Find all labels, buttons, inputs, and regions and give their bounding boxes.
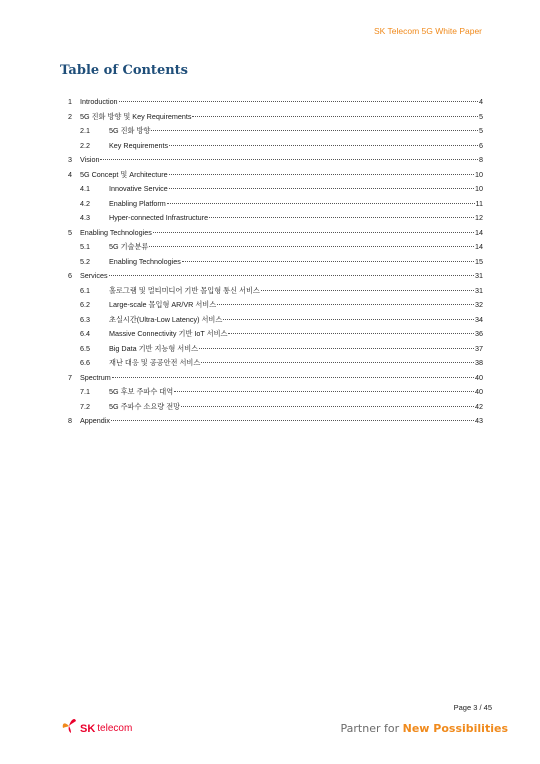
toc-entry-line bbox=[80, 414, 483, 429]
toc-entry-number: 3 bbox=[68, 155, 72, 164]
toc-dot-leader bbox=[182, 261, 474, 262]
toc-entry-line bbox=[80, 168, 483, 183]
toc-entry-number: 6.6 bbox=[80, 358, 90, 367]
toc-dot-leader bbox=[149, 246, 474, 247]
toc-entry-number: 6.1 bbox=[80, 285, 90, 295]
toc-entry-number: 7.2 bbox=[80, 401, 90, 411]
toc-entry-line bbox=[80, 226, 483, 241]
toc-entry-page[interactable]: 40 bbox=[475, 372, 483, 382]
toc-entry-page[interactable]: 11 bbox=[475, 198, 483, 208]
page-indicator: Page 3 / 45 bbox=[453, 703, 492, 712]
toc-dot-leader bbox=[153, 232, 474, 233]
toc-entry[interactable] bbox=[0, 139, 540, 154]
toc-entry-line bbox=[109, 284, 483, 299]
toc-dot-leader bbox=[223, 319, 474, 320]
toc-entry-line bbox=[80, 153, 483, 168]
toc-entry-page[interactable]: 12 bbox=[475, 213, 483, 222]
toc-entry[interactable] bbox=[0, 226, 540, 241]
toc-entry[interactable] bbox=[0, 385, 540, 400]
toc-entry-number: 8 bbox=[68, 416, 72, 425]
toc-entry-line bbox=[109, 327, 483, 342]
toc-entry-line bbox=[80, 110, 483, 125]
toc-entry[interactable] bbox=[0, 153, 540, 168]
toc-dot-leader bbox=[100, 159, 478, 160]
toc-dot-leader bbox=[169, 174, 474, 175]
toc-dot-leader bbox=[199, 348, 474, 349]
toc-entry[interactable] bbox=[0, 284, 540, 299]
toc-entry-line bbox=[80, 95, 483, 110]
toc-entry-label[interactable]: 5G 진화 방향 및 Key Requirements bbox=[80, 111, 192, 121]
sk-telecom-logo bbox=[60, 715, 132, 735]
toc-entry-page[interactable]: 40 bbox=[475, 387, 483, 396]
toc-entry-line bbox=[109, 182, 483, 197]
toc-entry-page[interactable]: 34 bbox=[475, 314, 483, 324]
toc-entry-number: 1 bbox=[68, 97, 72, 106]
toc-entry-number: 6.2 bbox=[80, 300, 90, 309]
toc-entry[interactable] bbox=[0, 327, 540, 342]
toc-dot-leader bbox=[261, 290, 474, 291]
toc-entry-label[interactable]: 5G Concept 및 Architecture bbox=[80, 169, 168, 179]
toc-entry-line bbox=[109, 240, 483, 255]
toc-entry-page[interactable]: 42 bbox=[475, 401, 483, 411]
toc-entry[interactable] bbox=[0, 182, 540, 197]
toc-entry-label[interactable]: Large-scale 몰입형 AR/VR 서비스 bbox=[109, 300, 217, 309]
toc-entry-label[interactable]: 5G 진화 방향 bbox=[109, 126, 151, 135]
toc-entry-page[interactable]: 5 bbox=[479, 126, 483, 135]
toc-entry[interactable] bbox=[0, 313, 540, 328]
toc-dot-leader bbox=[167, 203, 475, 204]
toc-entry-number: 6.5 bbox=[80, 343, 90, 353]
toc-entry-page[interactable]: 31 bbox=[475, 285, 483, 295]
toc-entry-label[interactable]: Vision bbox=[80, 155, 100, 164]
toc-entry-page[interactable]: 6 bbox=[479, 140, 483, 150]
toc-entry-number: 6.4 bbox=[80, 329, 90, 338]
toc-entry-number: 6.3 bbox=[80, 314, 90, 324]
toc-dot-leader bbox=[217, 304, 474, 305]
toc-entry[interactable] bbox=[0, 269, 540, 284]
toc-entry[interactable] bbox=[0, 124, 540, 139]
toc-entry-number: 5.1 bbox=[80, 242, 90, 251]
toc-entry-label[interactable]: Services bbox=[80, 271, 108, 280]
toc-entry-page[interactable]: 32 bbox=[475, 300, 483, 309]
logo-text-sk: SK bbox=[80, 723, 96, 735]
toc-entry-number: 6 bbox=[68, 271, 72, 280]
toc-entry-label[interactable]: Key Requirements bbox=[109, 140, 169, 150]
toc-dot-leader bbox=[201, 362, 474, 363]
toc-entry-page[interactable]: 15 bbox=[475, 256, 483, 266]
toc-entry-label[interactable]: 재난 대응 및 공공안전 서비스 bbox=[109, 358, 201, 367]
toc-entry-line bbox=[80, 371, 483, 386]
toc-entry-page[interactable]: 14 bbox=[475, 242, 483, 251]
toc-entry-label[interactable]: Innovative Service bbox=[109, 184, 168, 193]
toc-entry-line bbox=[109, 385, 483, 400]
toc-entry-page[interactable]: 36 bbox=[475, 329, 483, 338]
toc-dot-leader bbox=[112, 377, 474, 378]
toc-entry-label[interactable]: 5G 주파수 소요량 전망 bbox=[109, 401, 181, 411]
toc-entry-label[interactable]: 5G 기술분류 bbox=[109, 242, 149, 251]
toc-entry-page[interactable]: 37 bbox=[475, 343, 483, 353]
toc-dot-leader bbox=[169, 145, 478, 146]
toc-heading: Table of Contents bbox=[60, 63, 188, 78]
toc-entry[interactable] bbox=[0, 240, 540, 255]
toc-list bbox=[0, 95, 540, 429]
toc-dot-leader bbox=[228, 333, 474, 334]
toc-entry-label[interactable]: Hyper-connected Infrastructure bbox=[109, 213, 209, 222]
toc-entry-line bbox=[109, 342, 483, 357]
toc-entry-label[interactable]: Spectrum bbox=[80, 372, 111, 382]
toc-entry-label[interactable]: 5G 후보 주파수 대역 bbox=[109, 387, 174, 396]
toc-entry-number: 4.3 bbox=[80, 213, 90, 222]
toc-dot-leader bbox=[174, 391, 474, 392]
toc-entry-line bbox=[109, 197, 483, 212]
toc-entry[interactable] bbox=[0, 95, 540, 110]
toc-entry-page[interactable]: 4 bbox=[479, 97, 483, 106]
toc-entry-number: 5.2 bbox=[80, 256, 90, 266]
toc-entry-line bbox=[109, 211, 483, 226]
toc-entry-line bbox=[80, 269, 483, 284]
toc-entry[interactable] bbox=[0, 298, 540, 313]
toc-entry[interactable] bbox=[0, 356, 540, 371]
toc-entry-number: 4.2 bbox=[80, 198, 90, 208]
tagline-accent: New Possibilities bbox=[402, 722, 508, 735]
toc-entry[interactable] bbox=[0, 255, 540, 270]
toc-entry[interactable] bbox=[0, 168, 540, 183]
toc-entry[interactable] bbox=[0, 400, 540, 415]
toc-entry-page[interactable]: 14 bbox=[475, 227, 483, 237]
toc-entry-number: 4 bbox=[68, 169, 72, 179]
toc-entry-number: 2.1 bbox=[80, 126, 90, 135]
toc-entry-page[interactable]: 31 bbox=[475, 271, 483, 280]
toc-entry-number: 7.1 bbox=[80, 387, 90, 396]
toc-dot-leader bbox=[109, 275, 474, 276]
toc-entry-page[interactable]: 10 bbox=[475, 184, 483, 193]
toc-entry[interactable] bbox=[0, 211, 540, 226]
toc-entry[interactable] bbox=[0, 197, 540, 212]
toc-entry-number: 7 bbox=[68, 372, 72, 382]
toc-entry-label[interactable]: 초실시간(Ultra-Low Latency) 서비스 bbox=[109, 314, 223, 324]
toc-dot-leader bbox=[111, 420, 474, 421]
toc-entry-page[interactable]: 8 bbox=[479, 155, 483, 164]
toc-dot-leader bbox=[169, 188, 474, 189]
toc-entry[interactable] bbox=[0, 414, 540, 429]
logo-text-telecom: telecom bbox=[97, 723, 133, 734]
toc-entry-page[interactable]: 43 bbox=[475, 416, 483, 425]
toc-entry-line bbox=[109, 400, 483, 415]
toc-entry-number: 5 bbox=[68, 227, 72, 237]
toc-entry-label[interactable]: Introduction bbox=[80, 97, 118, 106]
toc-entry-line bbox=[109, 356, 483, 371]
toc-dot-leader bbox=[119, 101, 478, 102]
document-header-title: SK Telecom 5G White Paper bbox=[373, 26, 482, 36]
tagline bbox=[341, 722, 508, 735]
toc-entry-number: 4.1 bbox=[80, 184, 90, 193]
toc-entry-number: 2 bbox=[68, 111, 72, 121]
toc-entry-label[interactable]: Appendix bbox=[80, 416, 110, 425]
toc-entry-line bbox=[109, 298, 483, 313]
sk-butterfly-logo-icon bbox=[60, 715, 78, 735]
toc-dot-leader bbox=[151, 130, 478, 131]
toc-entry-line bbox=[109, 139, 483, 154]
toc-entry-number: 2.2 bbox=[80, 140, 90, 150]
toc-entry-page[interactable]: 38 bbox=[475, 358, 483, 367]
toc-entry-label[interactable]: Enabling Platform bbox=[109, 198, 166, 208]
toc-entry[interactable] bbox=[0, 342, 540, 357]
toc-entry-label[interactable]: Enabling Technologies bbox=[109, 256, 181, 266]
toc-entry-label[interactable]: 홀로그램 및 멀티미디어 기반 몰입형 통신 서비스 bbox=[109, 285, 260, 295]
toc-entry-page[interactable]: 5 bbox=[479, 111, 483, 121]
tagline-prefix: Partner for bbox=[340, 722, 403, 735]
toc-entry[interactable] bbox=[0, 110, 540, 125]
toc-entry-line bbox=[109, 313, 483, 328]
toc-entry[interactable] bbox=[0, 371, 540, 386]
toc-dot-leader bbox=[192, 116, 478, 117]
toc-entry-label[interactable]: Enabling Technologies bbox=[80, 227, 152, 237]
toc-dot-leader bbox=[181, 406, 474, 407]
toc-entry-label[interactable]: Massive Connectivity 기반 IoT 서비스 bbox=[109, 329, 228, 338]
toc-entry-page[interactable]: 10 bbox=[475, 169, 483, 179]
toc-dot-leader bbox=[209, 217, 474, 218]
toc-entry-line bbox=[109, 255, 483, 270]
toc-entry-label[interactable]: Big Data 기반 지능형 서비스 bbox=[109, 343, 199, 353]
toc-entry-line bbox=[109, 124, 483, 139]
